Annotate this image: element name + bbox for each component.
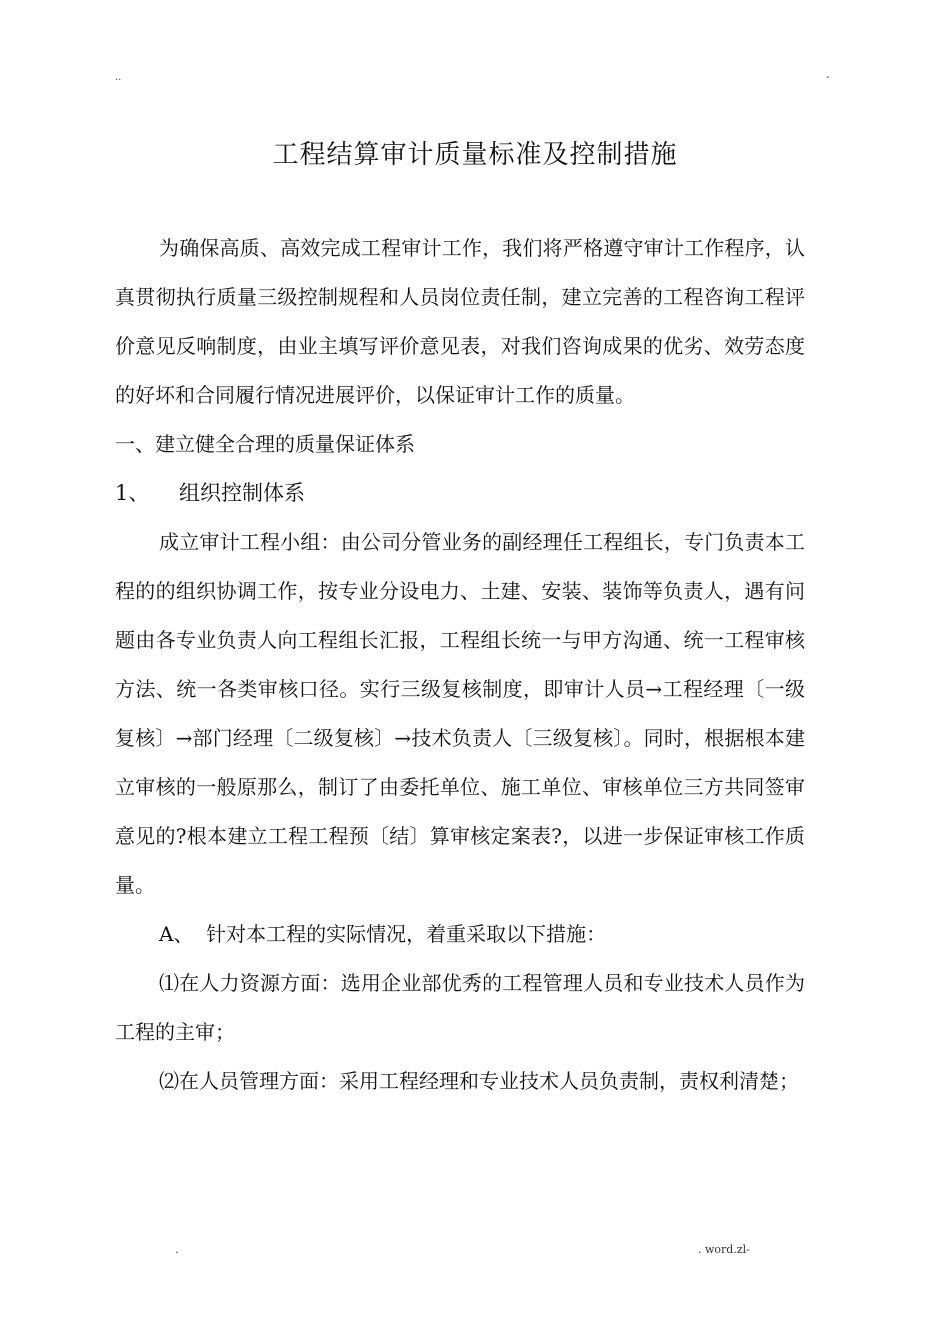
measure-item-1: ⑴在人力资源方面：选用企业部优秀的工程管理人员和专业技术人员作为工程的主审； [115, 971, 805, 1044]
footer-left-mark: . [175, 1243, 179, 1256]
document-title: 工程结算审计质量标准及控制措施 [272, 140, 678, 170]
section-heading-1: 一、建立健全合理的质量保证体系 [115, 432, 415, 456]
header-left-mark: .. [115, 72, 122, 83]
subsection-title: 组织控制体系 [179, 481, 305, 505]
measure-item-2: ⑵在人员管理方面：采用工程经理和专业技术人员负责制，责权利清楚； [159, 1069, 799, 1093]
header-right-mark: - [826, 72, 830, 83]
footer-right-mark: . word.zl- [698, 1243, 750, 1256]
subsection-number: 1、 [115, 481, 150, 505]
document-body [115, 224, 805, 1106]
intro-paragraph: 为确保高质、高效完成工程审计工作，我们将严格遵守审计工作程序，认真贯彻执行质量三级控制规程和人员岗位责任制，建立完善的工程咨询工程评价意见反响制度，由业主填写评价意见表，对我们咨询成果的优劣、效劳态度的好坏和合同履行情况进展评价，以保证审计工作的质量。 [115, 236, 805, 407]
organization-paragraph: 成立审计工程小组：由公司分管业务的副经理任工程组长，专门负责本工程的的组织协调工作，按专业分设电力、土建、安装、装饰等负责人，遇有问题由各专业负责人向工程组长汇报，工程组长统一与甲方沟通、统一工程审核方法、统一各类审核口径。实行三级复核制度，即审计人员→工程经理〔一级复核〕→部门经理〔二级复核〕→技术负责人〔三级复核〕。同时，根据根本建立审核的一般原那么，制订了由委托单位、施工单位、审核单位三方共同签审意见的?根本建立工程工程预〔结〕算审核定案表?，以进一步保证审核工作质量。 [115, 530, 805, 897]
measures-intro: A、 针对本工程的实际情况，着重采取以下措施： [159, 922, 607, 946]
subsection-heading-1 [115, 469, 805, 518]
